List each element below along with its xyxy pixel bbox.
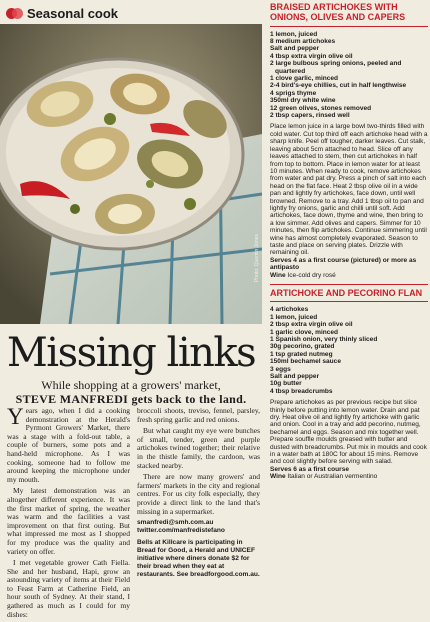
ingredient: 1 clove garlic, minced xyxy=(270,75,339,83)
article-paragraph: But what caught my eye were bunches of small, tender, green and purple artichokes twined together; their relative in the thistle family, the cardoon, was stacked nearby. xyxy=(137,426,260,470)
recipe-serves: Serves 6 as a first course xyxy=(270,465,349,473)
ingredient: 4 tbsp breadcrumbs xyxy=(270,387,333,395)
ingredient: 4 tbsp extra virgin olive oil xyxy=(270,52,353,60)
standfirst xyxy=(0,378,262,406)
seasonal-cook-logo-icon xyxy=(6,7,24,20)
article-paragraph: My latest demonstration was an altogether different experience. It was the first market of spring, the weather was warm and the facilities a vast improvement on that first outing. But what impressed me most as I shopped for my produce was the quality and variety on offer. xyxy=(7,486,130,556)
recipe-divider xyxy=(270,301,428,302)
author-twitter[interactable]: twitter.com/manfredistefano xyxy=(137,527,225,535)
bread-for-good-note: Bells at Killcare is participating in Bread for Good, a Herald and UNICEF initiative where diners donate $2 for their bread when they eat at restaurants. See breadforgood.com.au. xyxy=(137,539,260,579)
recipe-serves: Serves 4 as a first course (pictured) or more as antipasto xyxy=(270,256,417,272)
wine-suggestion xyxy=(270,473,428,480)
ingredient-list xyxy=(270,31,428,120)
headline-block xyxy=(0,330,262,406)
article-paragraph: Years ago, when I did a cooking demonstration at the Herald's Pyrmont Growers' Market, there was a stage with a fold-out table, a couple of burners, some pots and a hand-held microphone. As I was cooking, someone had to follow me around keeping the microphone under my mouth. xyxy=(7,404,130,484)
wine-text: Italian or Australian vermentino xyxy=(287,473,378,481)
recipe-method xyxy=(270,123,428,279)
ingredient: 3 eggs xyxy=(270,365,291,373)
wine-text: Ice-cold dry rosé xyxy=(287,271,336,279)
method-text: Place lemon juice in a large bowl two-thirds filled with cold water. Cut top third off each artichoke head with a sharp knife. Peel off tougher, darker leaves. Cut stalk, leaving about 5cm attached to head. Slice off any leaves attached to stem, then cut artichokes in half from top to bottom. Place in lemon water for at least 10 minutes. When ready to cook, remove artichokes from water and pat dry. Press a pinch of salt into each head on the flat face. Heat 2 tbsp olive oil in a wide pan and lightly fry artichokes, face down, until well browned. Remove to a tray. Add 1 tbsp oil to pan and lightly fry onions, garlic and chilli until soft. Add artichokes, face down, thyme and wine, then bring to a low simmer. Add olives and capers. Simmer for 10 minutes, then flip artichokes. Continue simmering until wine has almost completely evaporated. Season to taste and place on serving plates. Drizzle with remaining oil. xyxy=(270,123,428,257)
recipe-method xyxy=(270,399,428,480)
wine-label: Wine xyxy=(270,473,286,481)
article-paragraph: There are now many growers' and farmers' markets in the city and regional centres. For us city folk especially, they provide a direct link to the land that's missing in a supermarket. xyxy=(137,472,260,516)
method-text: Prepare artichokes as per previous recipe but slice thinly before putting into lemon water. Drain and pat dry. Heat olive oil and lightly fry artichoke with garlic and onion. Cool in a tray and add pecorino, nutmeg, bechamel and eggs. Season and mix together well. Prepare souffle moulds greased with butter and dusted with breadcrumbs. Put mix in moulds and cook in a water bath at 180C for about 15 mins. Remove and cool slightly before serving with salad. xyxy=(270,399,427,466)
ingredient: 2-4 bird's-eye chillies, cut in half lengthwise xyxy=(270,82,407,90)
recipe-title: BRAISED ARTICHOKES WITH ONIONS, OLIVES AND CAPERS xyxy=(270,2,406,23)
drop-cap: Y xyxy=(7,404,24,429)
ingredient-list xyxy=(270,306,428,395)
article-paragraph: I met vegetable grower Cath Fiella. She and her husband, Hapi, grow an astounding variety of items at their Field to Feast Farm at Catherine Field, an hour south of Sydney. At their stand, I gathered as much as I could for my dishes: xyxy=(7,558,130,619)
article-column-1 xyxy=(7,404,130,622)
ingredient: 350ml dry white wine xyxy=(270,97,336,105)
artichokes-in-pan-illustration xyxy=(0,24,262,324)
recipe-title: ARTICHOKE AND PECORINO FLAN xyxy=(270,288,423,298)
ingredient: 12 green olives, stones removed xyxy=(270,104,372,112)
ingredient: 1 lemon, juiced xyxy=(270,30,318,38)
recipe-braised-artichokes xyxy=(270,2,428,279)
article-body xyxy=(7,404,260,622)
recipe-divider xyxy=(270,284,428,285)
recipe-divider xyxy=(270,26,428,27)
ingredient: 150ml bechamel sauce xyxy=(270,358,341,366)
artichokes-in-pan-photo xyxy=(0,24,262,324)
ingredient: 30g pecorino, grated xyxy=(270,343,335,351)
section-header xyxy=(6,3,118,23)
ingredient: 8 medium artichokes xyxy=(270,38,336,45)
ingredient: 10g butter xyxy=(270,380,302,388)
ingredient: 1 lemon, juiced xyxy=(270,313,318,321)
article-column-2 xyxy=(137,407,260,622)
byline: STEVE MANFREDI gets back to the land. xyxy=(15,392,247,406)
ingredient: 4 artichokes xyxy=(270,306,309,314)
wine-suggestion xyxy=(270,272,428,279)
ingredient: Salt and pepper xyxy=(270,372,320,380)
recipe-artichoke-flan xyxy=(270,284,428,481)
author-email[interactable]: smanfredi@smh.com.au xyxy=(137,519,214,527)
author-contact xyxy=(137,519,260,535)
wine-label: Wine xyxy=(270,271,286,279)
recipes-column xyxy=(270,0,428,481)
article-paragraph: broccoli shoots, treviso, fennel, parsley, fresh spring garlic and red onions. xyxy=(137,406,260,424)
headline-title: Missing links xyxy=(6,330,256,376)
standfirst-text: While shopping at a growers' market, xyxy=(41,378,221,392)
photo-credit: Photo: Quentin Jones xyxy=(254,234,260,283)
ingredient: 1 garlic clove, minced xyxy=(270,328,339,336)
ingredient: 2 tbsp capers, rinsed well xyxy=(270,112,350,120)
section-title: Seasonal cook xyxy=(27,5,119,21)
ingredient: 4 sprigs thyme xyxy=(270,89,317,97)
ingredient: 2 tbsp extra virgin olive oil xyxy=(270,321,353,329)
ingredient: 2 large bulbous spring onions, peeled and quartered xyxy=(270,60,402,75)
ingredient: Salt and pepper xyxy=(270,45,320,53)
ingredient: 1 Spanish onion, very thinly sliced xyxy=(270,335,378,343)
ingredient: 1 tsp grated nutmeg xyxy=(270,350,333,358)
